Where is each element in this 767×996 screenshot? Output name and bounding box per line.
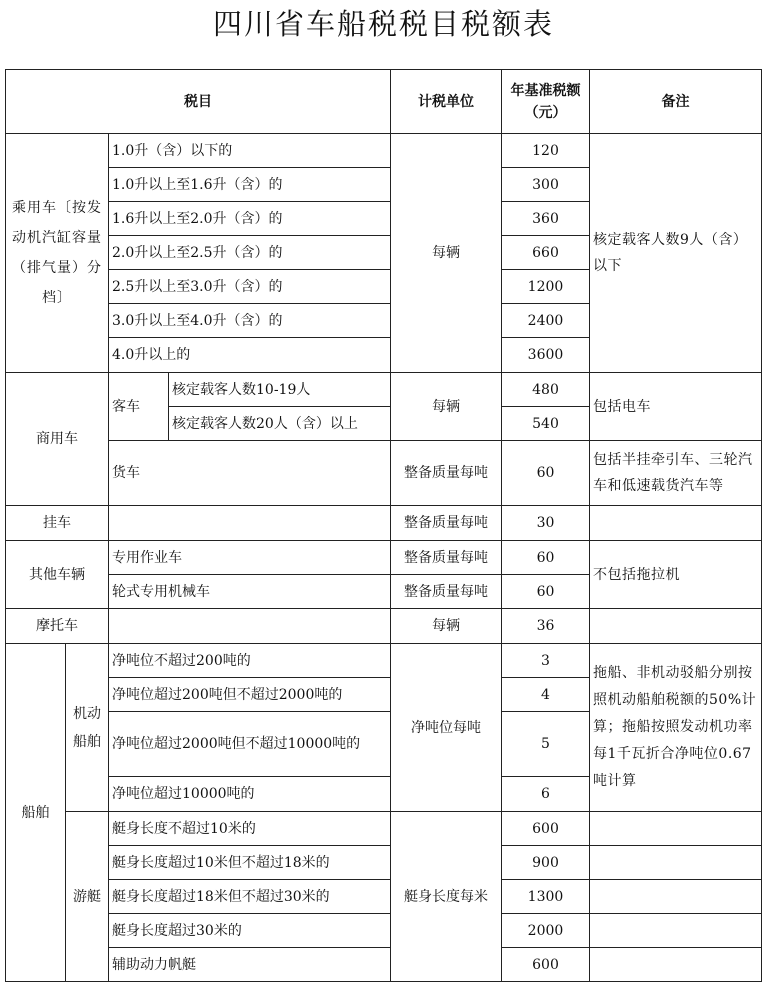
other-unit-1: 整备质量每吨: [391, 575, 502, 609]
trailer-unit: 整备质量每吨: [391, 506, 502, 541]
header-amount: [502, 70, 590, 134]
bus-remark: 包括电车: [590, 373, 762, 441]
motor-desc-2: 净吨位超过2000吨但不超过10000吨的: [109, 712, 391, 777]
table-row: [6, 609, 762, 644]
yacht-label: 游艇: [66, 812, 109, 982]
motorcycle-unit: 每辆: [391, 609, 502, 644]
trailer-amount: 30: [502, 506, 590, 541]
motor-amount-0: 3: [502, 644, 590, 678]
header-amount-line2: （元）: [524, 104, 567, 121]
yacht-desc-0: 艇身长度不超过10米的: [109, 812, 391, 846]
motorcycle-remark: [590, 609, 762, 644]
trailer-remark: [590, 506, 762, 541]
header-item: 税目: [6, 70, 391, 134]
yacht-remark-4: [590, 948, 762, 982]
commercial-category: 商用车: [6, 373, 109, 506]
motor-amount-2: 5: [502, 712, 590, 777]
yacht-unit: 艇身长度每米: [391, 812, 502, 982]
table-row: [6, 541, 762, 575]
passenger-amount-0: 120: [502, 134, 590, 168]
passenger-amount-5: 2400: [502, 304, 590, 338]
other-desc-1: 轮式专用机械车: [109, 575, 391, 609]
passenger-amount-6: 3600: [502, 338, 590, 373]
yacht-desc-1: 艇身长度超过10米但不超过18米的: [109, 846, 391, 880]
header-remark: 备注: [590, 70, 762, 134]
motor-amount-3: 6: [502, 777, 590, 812]
passenger-amount-2: 360: [502, 202, 590, 236]
motor-desc-3: 净吨位超过10000吨的: [109, 777, 391, 812]
motor-unit: 净吨位每吨: [391, 644, 502, 812]
table-row: [6, 914, 762, 948]
other-unit-0: 整备质量每吨: [391, 541, 502, 575]
motor-desc-0: 净吨位不超过200吨的: [109, 644, 391, 678]
passenger-desc-5: 3.0升以上至4.0升（含）的: [109, 304, 391, 338]
table-row: [6, 812, 762, 846]
passenger-desc-4: 2.5升以上至3.0升（含）的: [109, 270, 391, 304]
table-row: [6, 948, 762, 982]
table-row: [6, 506, 762, 541]
header-unit: 计税单位: [391, 70, 502, 134]
yacht-remark-2: [590, 880, 762, 914]
motorcycle-amount: 36: [502, 609, 590, 644]
table-row: [6, 880, 762, 914]
table-row: [6, 644, 762, 678]
table-row: [6, 441, 762, 506]
other-amount-0: 60: [502, 541, 590, 575]
passenger-amount-3: 660: [502, 236, 590, 270]
motor-amount-1: 4: [502, 678, 590, 712]
passenger-amount-1: 300: [502, 168, 590, 202]
table-row: [6, 373, 762, 407]
passenger-desc-1: 1.0升以上至1.6升（含）的: [109, 168, 391, 202]
motor-remark: 拖船、非机动驳船分别按照机动船舶税额的50%计算；拖船按照发动机功率每1千瓦折合净吨位0.67吨计算: [590, 644, 762, 812]
truck-remark: 包括半挂牵引车、三轮汽车和低速载货汽车等: [590, 441, 762, 506]
yacht-desc-4: 辅助动力帆艇: [109, 948, 391, 982]
bus-unit: 每辆: [391, 373, 502, 441]
bus-desc-0: 核定载客人数10-19人: [169, 373, 391, 407]
bus-label: 客车: [109, 373, 169, 441]
motor-label: 机动船舶: [66, 644, 109, 812]
truck-unit: 整备质量每吨: [391, 441, 502, 506]
truck-amount: 60: [502, 441, 590, 506]
passenger-desc-2: 1.6升以上至2.0升（含）的: [109, 202, 391, 236]
yacht-remark-1: [590, 846, 762, 880]
passenger-remark: 核定载客人数9人（含）以下: [590, 134, 762, 373]
passenger-desc-6: 4.0升以上的: [109, 338, 391, 373]
yacht-desc-3: 艇身长度超过30米的: [109, 914, 391, 948]
motorcycle-category: 摩托车: [6, 609, 109, 644]
bus-desc-1: 核定载客人数20人（含）以上: [169, 407, 391, 441]
header-row: [6, 70, 762, 134]
yacht-remark-0: [590, 812, 762, 846]
motorcycle-desc: [109, 609, 391, 644]
bus-amount-0: 480: [502, 373, 590, 407]
motor-desc-1: 净吨位超过200吨但不超过2000吨的: [109, 678, 391, 712]
other-desc-0: 专用作业车: [109, 541, 391, 575]
yacht-remark-3: [590, 914, 762, 948]
yacht-amount-3: 2000: [502, 914, 590, 948]
yacht-amount-1: 900: [502, 846, 590, 880]
header-amount-line1: 年基准税额: [510, 82, 581, 99]
other-remark: 不包括拖拉机: [590, 541, 762, 609]
bus-amount-1: 540: [502, 407, 590, 441]
passenger-category: 乘用车〔按发动机汽缸容量（排气量）分档〕: [6, 134, 109, 373]
passenger-desc-0: 1.0升（含）以下的: [109, 134, 391, 168]
passenger-desc-3: 2.0升以上至2.5升（含）的: [109, 236, 391, 270]
tax-table: [5, 69, 762, 982]
other-category: 其他车辆: [6, 541, 109, 609]
yacht-desc-2: 艇身长度超过18米但不超过30米的: [109, 880, 391, 914]
yacht-amount-0: 600: [502, 812, 590, 846]
trailer-category: 挂车: [6, 506, 109, 541]
vessel-category: 船舶: [6, 644, 66, 982]
page-title: 四川省车船税税目税额表: [212, 7, 554, 41]
table-row: [6, 846, 762, 880]
passenger-amount-4: 1200: [502, 270, 590, 304]
table-row: [6, 134, 762, 168]
yacht-amount-2: 1300: [502, 880, 590, 914]
yacht-amount-4: 600: [502, 948, 590, 982]
other-amount-1: 60: [502, 575, 590, 609]
trailer-desc: [109, 506, 391, 541]
passenger-unit: 每辆: [391, 134, 502, 373]
truck-label: 货车: [109, 441, 391, 506]
